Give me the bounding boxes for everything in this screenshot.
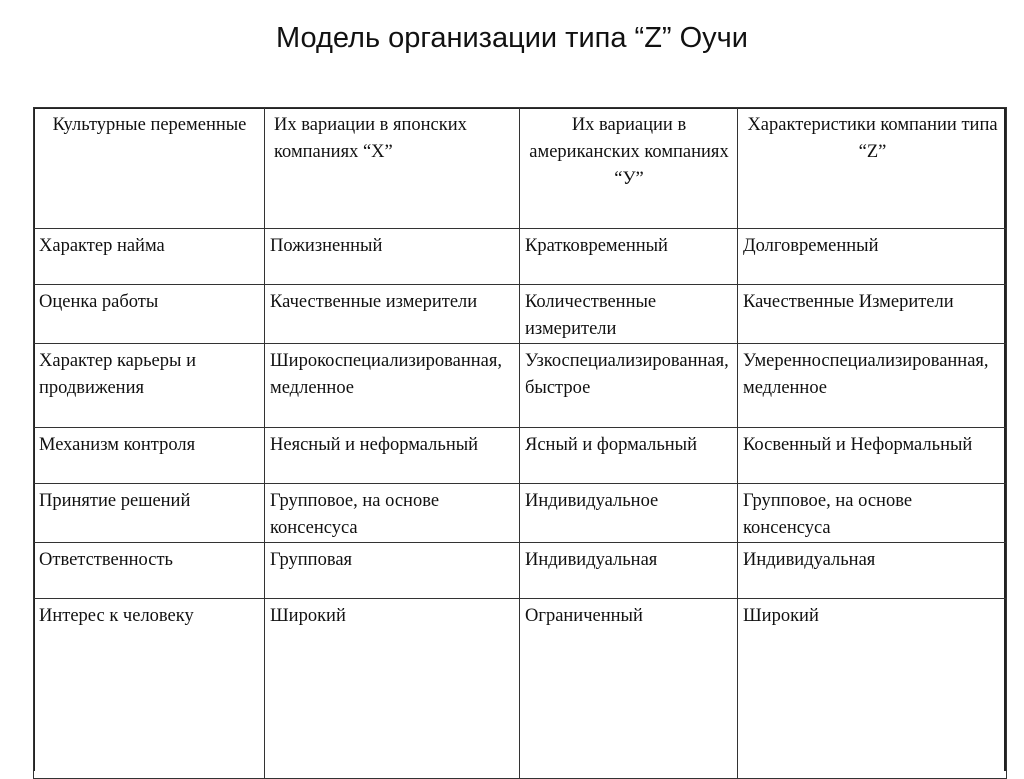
- cell-american: Количественные измерители: [520, 285, 738, 344]
- comparison-table: [33, 107, 1007, 779]
- page-title: Модель организации типа “Z” Оучи: [275, 22, 748, 54]
- cell-american: Ограниченный: [520, 599, 738, 779]
- cell-japanese: Широкий: [265, 599, 520, 779]
- cell-japanese: Групповое, на основе консенсуса: [265, 484, 520, 543]
- cell-japanese: Групповая: [265, 543, 520, 599]
- row-label: Принятие решений: [34, 484, 265, 543]
- cell-american: Индивидуальная: [520, 543, 738, 599]
- cell-z: Групповое, на основе консенсуса: [738, 484, 1007, 543]
- table-row: [34, 344, 1007, 428]
- row-label: Интерес к человеку: [34, 599, 265, 779]
- cell-z: Качественные Измерители: [738, 285, 1007, 344]
- cell-z: Косвенный и Неформальный: [738, 428, 1007, 484]
- header-cultural-variables: Культурные переменные: [34, 108, 265, 229]
- table-row: [34, 229, 1007, 285]
- table-row: [34, 484, 1007, 543]
- cell-z: Умеренноспециализированная, медленное: [738, 344, 1007, 428]
- cell-z: Широкий: [738, 599, 1007, 779]
- cell-japanese: Неясный и неформальный: [265, 428, 520, 484]
- cell-z: Долговременный: [738, 229, 1007, 285]
- cell-american: Ясный и формальный: [520, 428, 738, 484]
- cell-american: Кратковременный: [520, 229, 738, 285]
- table-row: [34, 543, 1007, 599]
- cell-japanese: Широкоспециализированная, медленное: [265, 344, 520, 428]
- row-label: Характер найма: [34, 229, 265, 285]
- cell-z: Индивидуальная: [738, 543, 1007, 599]
- row-label: Механизм контроля: [34, 428, 265, 484]
- header-company-z: Характеристики компании типа “Z”: [738, 108, 1007, 229]
- header-japanese-x: Их вариации в японских компаниях “X”: [265, 108, 520, 229]
- cell-japanese: Качественные измерители: [265, 285, 520, 344]
- table-header-row: [34, 108, 1007, 229]
- table-row: [34, 599, 1007, 779]
- row-label: Оценка работы: [34, 285, 265, 344]
- cell-american: Индивидуальное: [520, 484, 738, 543]
- table-row: [34, 285, 1007, 344]
- table-row: [34, 428, 1007, 484]
- cell-american: Узкоспециализированная, быстрое: [520, 344, 738, 428]
- cell-japanese: Пожизненный: [265, 229, 520, 285]
- row-label: Характер карьеры и продвижения: [34, 344, 265, 428]
- header-american-y: Их вариации в американских компаниях “У”: [520, 108, 738, 229]
- row-label: Ответственность: [34, 543, 265, 599]
